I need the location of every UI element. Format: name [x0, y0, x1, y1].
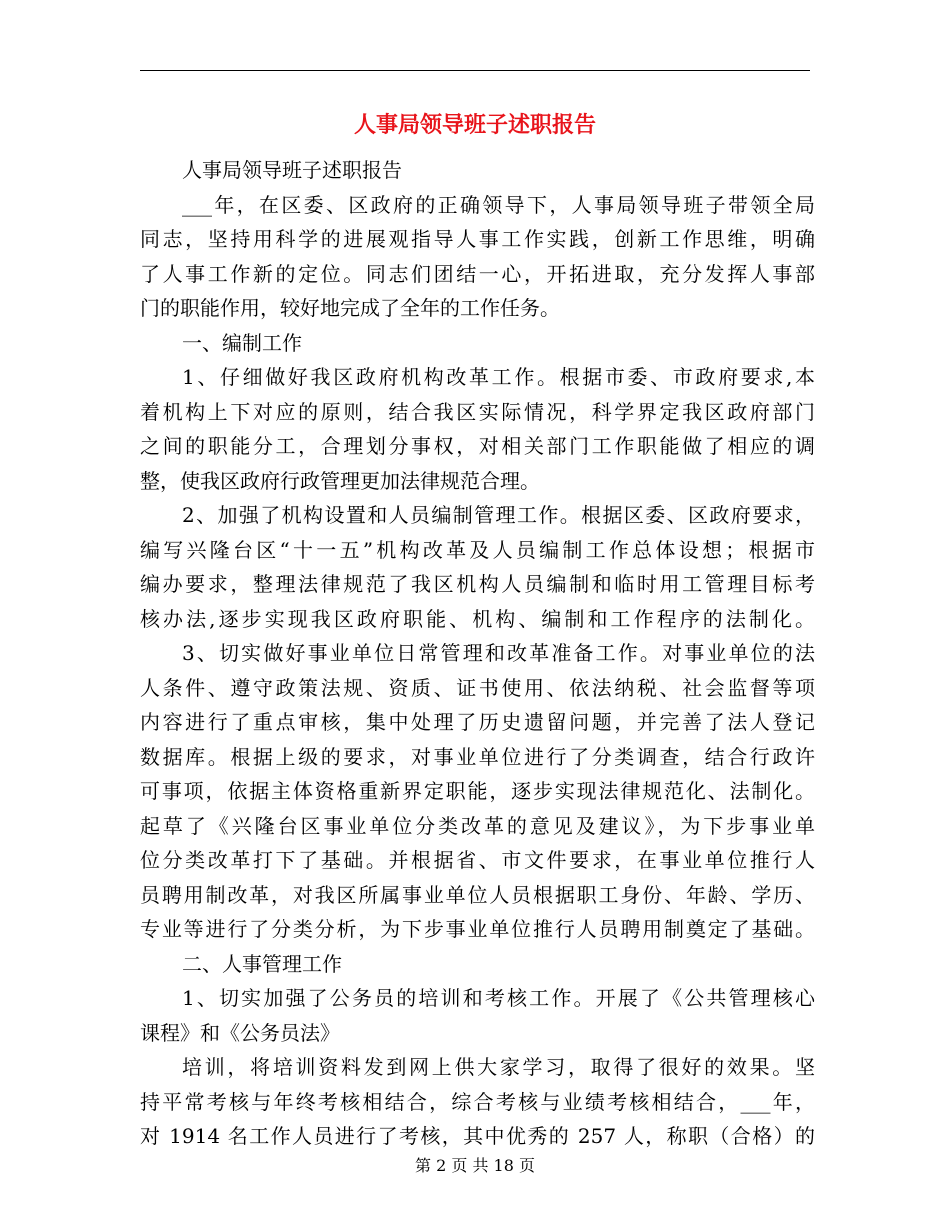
body-line: 门的职能作用，较好地完成了全年的工作任务。 [140, 296, 560, 320]
body-line: 人条件、遵守政策法规、资质、证书使用、依法纳税、社会监督等项 [140, 675, 815, 700]
body-line: 整，使我区政府行政管理更加法律规范合理。 [140, 468, 540, 493]
body-line: 可事项，依据主体资格重新界定职能，逐步实现法律规范化、法制化。 [140, 779, 815, 803]
body-line: 着机构上下对应的原则，结合我区实际情况，科学界定我区政府部门 [140, 399, 815, 424]
body-line: 员聘用制改革，对我区所属事业单位人员根据职工身份、年龄、学历、 [140, 882, 815, 907]
body-line: ___年，在区委、区政府的正确领导下，人事局领导班子带领全局 [182, 192, 815, 217]
body-line: 持平常考核与年终考核相结合，综合考核与业绩考核相结合，___年， [140, 1089, 815, 1114]
body-line: 专业等进行了分类分析，为下步事业单位推行人员聘用制奠定了基础。 [140, 917, 815, 941]
body-line: 同志，坚持用科学的进展观指导人事工作实践，创新工作思维，明确 [140, 227, 815, 251]
body-line: 二、人事管理工作 [182, 951, 342, 976]
document-body [140, 153, 815, 1154]
document-title: 人事局领导班子述职报告 [353, 112, 596, 138]
header-rule [140, 70, 810, 71]
body-line: 了人事工作新的定位。同志们团结一心，开拓进取，充分发挥人事部 [140, 261, 815, 286]
body-line: 编办要求，整理法律规范了我区机构人员编制和临时用工管理目标考 [140, 572, 815, 596]
body-line: 起草了《兴隆台区事业单位分类改革的意见及建议》，为下步事业单 [140, 813, 815, 838]
body-line: 2、加强了机构设置和人员编制管理工作。根据区委、区政府要求， [182, 503, 815, 527]
body-line: 一、编制工作 [182, 330, 302, 355]
body-line: 3、切实做好事业单位日常管理和改革准备工作。对事业单位的法 [182, 641, 815, 665]
body-line: 1、切实加强了公务员的培训和考核工作。开展了《公共管理核心 [182, 986, 815, 1010]
body-line: 1、仔细做好我区政府机构改革工作。根据市委、市政府要求,本 [182, 365, 815, 389]
body-line: 人事局领导班子述职报告 [182, 158, 402, 182]
body-line: 数据库。根据上级的要求，对事业单位进行了分类调查，结合行政许 [140, 744, 815, 769]
body-line: 课程》和《公务员法》 [140, 1020, 340, 1045]
body-line: 编写兴隆台区“十一五”机构改革及人员编制工作总体设想；根据市 [140, 537, 815, 562]
body-line: 之间的职能分工，合理划分事权，对相关部门工作职能做了相应的调 [140, 434, 815, 458]
body-line: 位分类改革打下了基础。并根据省、市文件要求，在事业单位推行人 [140, 848, 815, 872]
page-footer: 第 2 页 共 18 页 [415, 1156, 535, 1175]
body-line: 培训，将培训资料发到网上供大家学习，取得了很好的效果。坚 [182, 1055, 815, 1079]
body-line: 对 1914 名工作人员进行了考核，其中优秀的 257 人，称职（合格）的 [140, 1124, 815, 1148]
body-line: 内容进行了重点审核，集中处理了历史遗留问题，并完善了法人登记 [140, 710, 815, 734]
body-line: 核办法,逐步实现我区政府职能、机构、编制和工作程序的法制化。 [140, 606, 815, 631]
